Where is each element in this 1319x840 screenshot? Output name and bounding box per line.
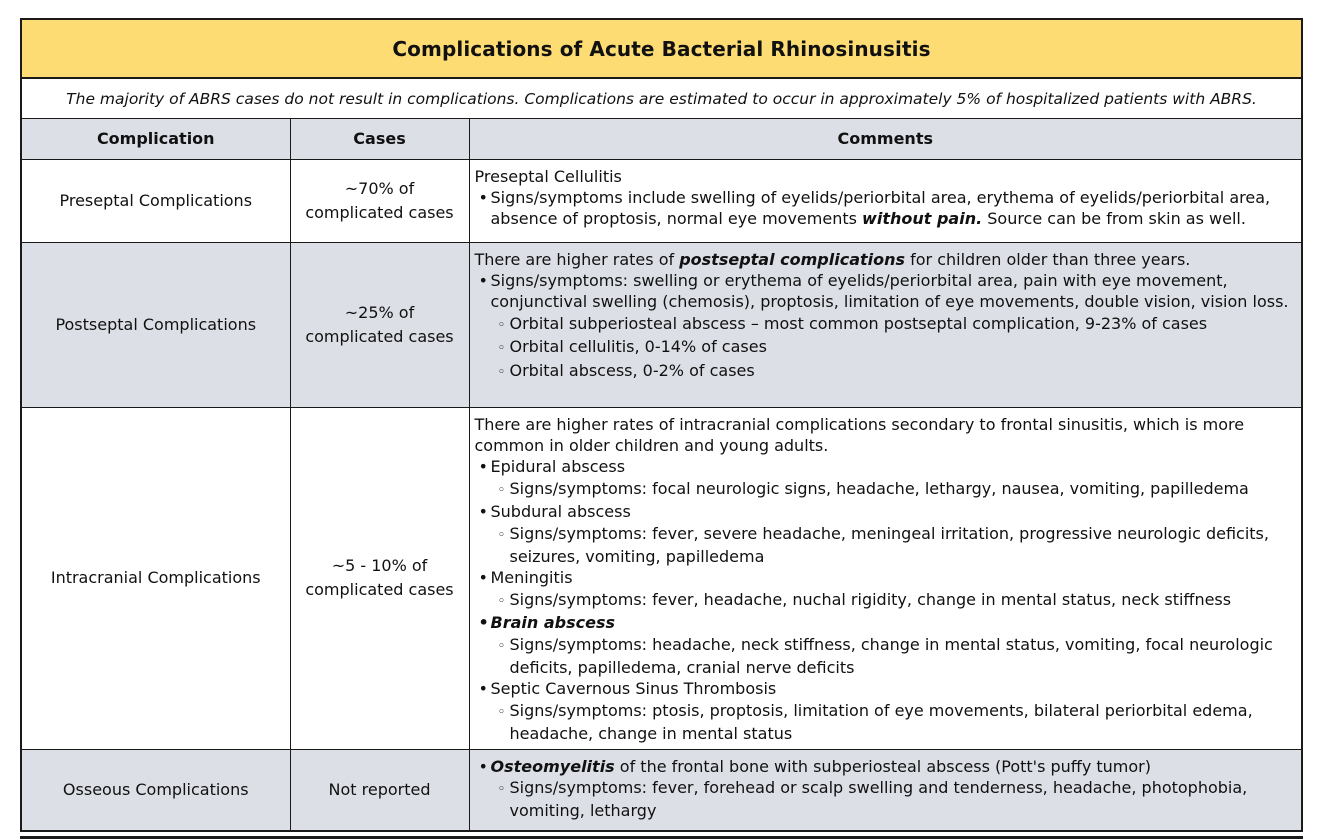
table-row [22, 749, 1301, 830]
cases-cell [290, 242, 469, 407]
bullet-text: of the frontal bone with subperiosteal abscess (Pott's puffy tumor) [614, 756, 1151, 776]
comments-cell [469, 242, 1301, 407]
complication-cell: Osseous Complications [22, 749, 290, 830]
comments-cell [469, 407, 1301, 749]
header-row [22, 119, 1301, 159]
bullet-item [475, 756, 1296, 777]
sub-bullet-item: ◦ Orbital subperiosteal abscess – most common postseptal complication, 9-23% of cases [475, 313, 1296, 336]
cases-line: ~25% of [344, 302, 415, 322]
complications-table-card [20, 18, 1303, 832]
table-row [22, 159, 1301, 242]
comment-intro [475, 249, 1296, 270]
table-row [22, 407, 1301, 749]
cases-cell [290, 407, 469, 749]
bullet-item: • Brain abscess [475, 612, 1296, 633]
sub-bullet-item: ◦ Signs/symptoms: focal neurologic signs, headache, lethargy, nausea, vomiting, papilledema [475, 478, 1296, 501]
cases-cell: Not reported [290, 749, 469, 830]
sub-bullet-item: ◦ Signs/symptoms: fever, forehead or scalp swelling and tenderness, headache, photophobia, vomiting, lethargy [475, 777, 1296, 822]
table-title: Complications of Acute Bacterial Rhinosinusitis [22, 20, 1301, 79]
bullet-item: • Septic Cavernous Sinus Thrombosis [475, 678, 1296, 699]
bullet-text: Signs/symptoms include swelling of eyelids/periorbital area, erythema of eyelids/periorbital area, absence of proptosis, normal eye movements [490, 187, 1271, 229]
header-complication: Complication [22, 119, 290, 159]
comment-intro: There are higher rates of intracranial complications secondary to frontal sinusitis, which is more common in older children and young adults. [474, 414, 1245, 455]
table-row [22, 242, 1301, 407]
cases-cell [290, 159, 469, 242]
sub-bullet-item: ◦ Signs/symptoms: fever, headache, nuchal rigidity, change in mental status, neck stiffness [475, 589, 1296, 612]
complications-table [22, 119, 1301, 830]
intro-text: There are higher rates of [474, 249, 680, 269]
emphasis-text: without pain. [862, 209, 983, 229]
sub-bullet-item: ◦ Orbital cellulitis, 0-14% of cases [475, 336, 1296, 359]
cases-line: complicated cases [305, 202, 454, 222]
comments-cell [469, 749, 1301, 830]
bullet-item: • Signs/symptoms: swelling or erythema of eyelids/periorbital area, pain with eye movement, conjunctival swelling (chemosis), proptosis, limitation of eye movements, double vision, vision loss. [475, 270, 1296, 313]
cases-line: complicated cases [305, 580, 454, 600]
complication-cell: Postseptal Complications [22, 242, 290, 407]
bullet-item: • Meningitis [475, 567, 1296, 588]
sub-bullet-item: ◦ Signs/symptoms: headache, neck stiffness, change in mental status, vomiting, focal neurologic deficits, papilledema, cranial nerve deficits [475, 634, 1296, 679]
sub-bullet-item: ◦ Signs/symptoms: fever, severe headache, meningeal irritation, progressive neurologic deficits, seizures, vomiting, papilledema [475, 523, 1296, 568]
bullet-item [475, 187, 1296, 230]
complication-cell: Intracranial Complications [22, 407, 290, 749]
emphasis-text: Osteomyelitis [490, 756, 615, 776]
cases-line: ~5 - 10% of [331, 556, 428, 576]
header-cases: Cases [290, 119, 469, 159]
cases-line: ~70% of [344, 178, 415, 198]
sub-bullet-item: ◦ Orbital abscess, 0-2% of cases [475, 360, 1296, 383]
cases-line: complicated cases [305, 326, 454, 346]
bullet-text: Source can be from skin as well. [982, 209, 1246, 229]
bullet-item: • Subdural abscess [475, 501, 1296, 522]
header-comments: Comments [469, 119, 1301, 159]
intro-note: The majority of ABRS cases do not result in complications. Complications are estimated to occur in approximately 5% of hospitalized patients with ABRS. [22, 79, 1301, 119]
bullet-item: • Epidural abscess [475, 456, 1296, 477]
emphasis-text: postseptal complications [679, 249, 906, 269]
comments-cell [469, 159, 1301, 242]
complication-cell: Preseptal Complications [22, 159, 290, 242]
bottom-divider [20, 836, 1303, 839]
comment-intro: Preseptal Cellulitis [474, 166, 622, 186]
intro-text: for children older than three years. [905, 249, 1191, 269]
sub-bullet-item: ◦ Signs/symptoms: ptosis, proptosis, limitation of eye movements, bilateral periorbital edema, headache, change in mental status [475, 700, 1296, 745]
